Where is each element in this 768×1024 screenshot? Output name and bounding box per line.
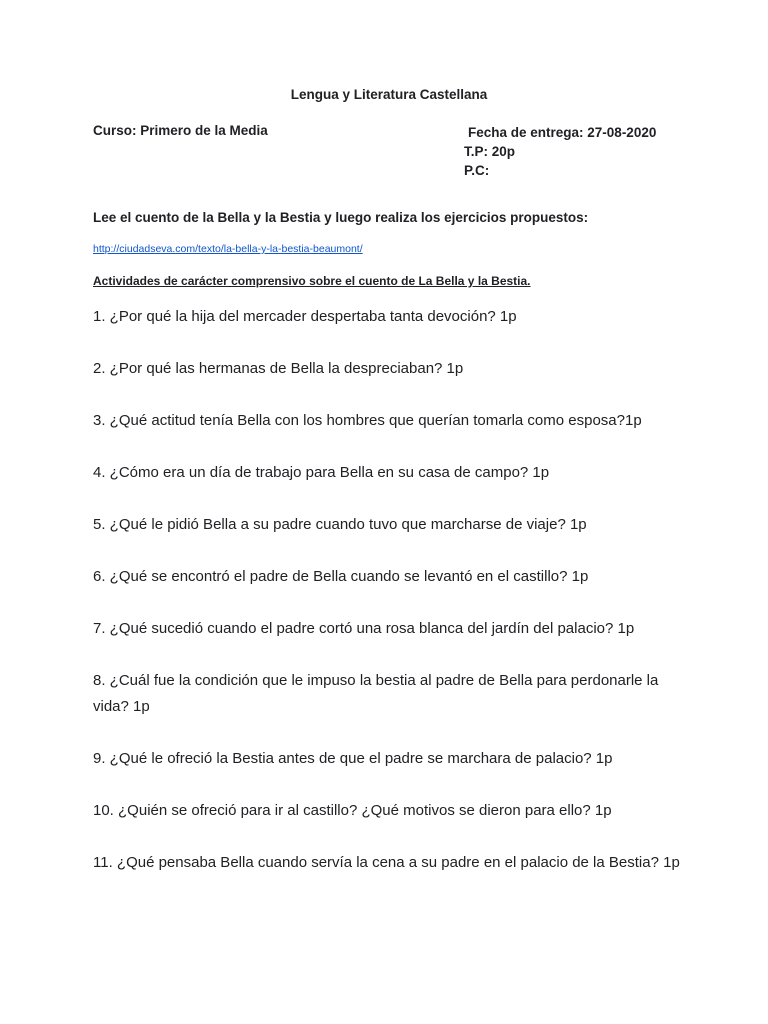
question-item: 1. ¿Por qué la hija del mercader despertaba tanta devoción? 1p — [93, 308, 517, 325]
document-title: Lengua y Literatura Castellana — [290, 87, 488, 102]
question-item: 7. ¿Qué sucedió cuando el padre cortó una rosa blanca del jardín del palacio? 1p — [93, 620, 635, 637]
question-item: 8. ¿Cuál fue la condición que le impuso la bestia al padre de Bella para perdonarle la vida? 1p — [93, 672, 659, 715]
activities-heading: Actividades de carácter comprensivo sobre el cuento de La Bella y la Bestia. — [93, 274, 531, 288]
question-item: 4. ¿Cómo era un día de trabajo para Bella en su casa de campo? 1p — [93, 464, 550, 481]
question-item: 6. ¿Qué se encontró el padre de Bella cuando se levantó en el castillo? 1p — [93, 568, 589, 585]
course-label: Curso: Primero de la Media — [93, 123, 268, 138]
reading-instruction: Lee el cuento de la Bella y la Bestia y luego realiza los ejercicios propuestos: — [93, 210, 589, 225]
submission-info — [464, 123, 656, 180]
tp-score: T.P: 20p — [464, 144, 516, 159]
story-link[interactable]: http://ciudadseva.com/texto/la-bella-y-la-bestia-beaumont/ — [93, 243, 363, 255]
question-item: 5. ¿Qué le pidió Bella a su padre cuando tuvo que marcharse de viaje? 1p — [93, 516, 587, 533]
question-item: 11. ¿Qué pensaba Bella cuando servía la cena a su padre en el palacio de la Bestia? 1p — [93, 854, 680, 871]
pc-score: P.C: — [464, 163, 490, 178]
question-item: 9. ¿Qué le ofreció la Bestia antes de que el padre se marchara de palacio? 1p — [93, 750, 613, 767]
question-item: 3. ¿Qué actitud tenía Bella con los hombres que querían tomarla como esposa?1p — [93, 412, 642, 429]
question-item: 2. ¿Por qué las hermanas de Bella la despreciaban? 1p — [93, 360, 464, 377]
due-date: Fecha de entrega: 27-08-2020 — [468, 125, 657, 140]
question-list — [93, 304, 683, 902]
question-item: 10. ¿Quién se ofreció para ir al castillo? ¿Qué motivos se dieron para ello? 1p — [93, 802, 612, 819]
